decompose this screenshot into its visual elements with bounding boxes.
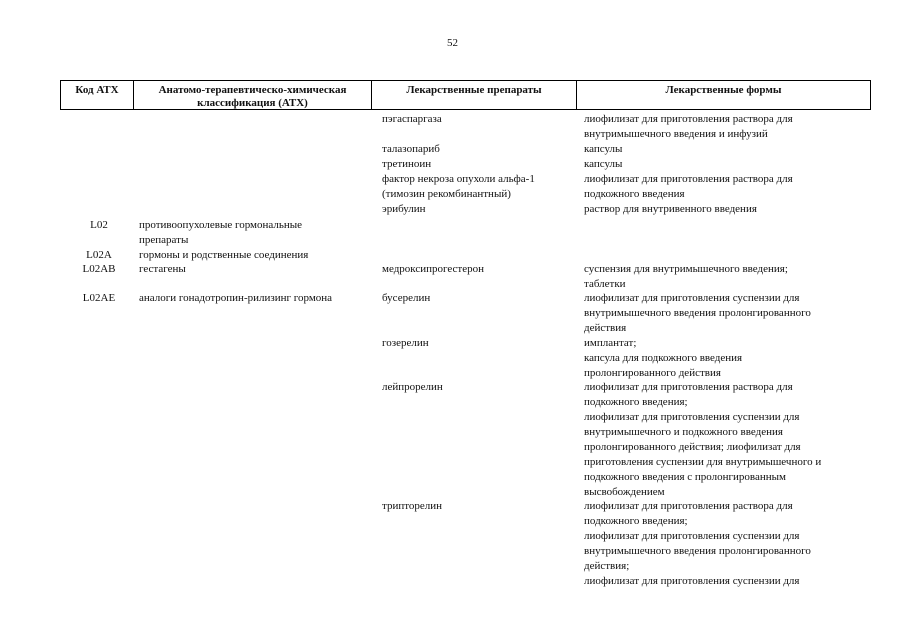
cell-form xyxy=(584,336,874,381)
cell-drug xyxy=(382,202,577,217)
cell-code xyxy=(73,262,125,277)
cell-form-line: внутримышечного введения пролонгированного xyxy=(584,307,811,319)
cell-form-line: лиофилизат для приготовления суспензии для xyxy=(584,411,800,423)
cell-classification xyxy=(139,218,374,248)
cell-drug xyxy=(382,336,577,351)
header-drugs: Лекарственные препараты xyxy=(372,81,577,109)
cell-form-line: высвобождением xyxy=(584,486,665,498)
cell-form-line: внутримышечного введения пролонгированного xyxy=(584,545,811,557)
cell-classification xyxy=(139,262,374,277)
cell-drug-line: (тимозин рекомбинантный) xyxy=(382,188,511,200)
cell-drug xyxy=(382,142,577,157)
cell-drug xyxy=(382,157,577,172)
cell-classification xyxy=(139,248,374,263)
cell-form xyxy=(584,499,874,589)
cell-form-line: лиофилизат для приготовления раствора для xyxy=(584,500,793,512)
header-classification: Анатомо-терапевтическо-химическая классификация (АТХ) xyxy=(134,81,372,109)
cell-form-line: лиофилизат для приготовления раствора для xyxy=(584,113,793,125)
cell-form-line: подкожного введения xyxy=(584,188,685,200)
cell-drug-line: третиноин xyxy=(382,158,432,170)
cell-form-line: лиофилизат для приготовления суспензии для xyxy=(584,530,800,542)
cell-form xyxy=(584,112,874,142)
cell-drug-line: пэгаспаргаза xyxy=(382,113,442,125)
cell-form-line: капсулы xyxy=(584,158,623,170)
cell-classification-line: гормоны и родственные соединения xyxy=(139,249,309,261)
cell-form xyxy=(584,291,874,336)
cell-drug xyxy=(382,291,577,306)
cell-code xyxy=(73,248,125,263)
cell-form xyxy=(584,202,874,217)
cell-form xyxy=(584,380,874,500)
cell-form-line: имплантат; xyxy=(584,337,637,349)
cell-form-line: пролонгированного действия; лиофилизат для xyxy=(584,441,801,453)
cell-form-line: лиофилизат для приготовления раствора для xyxy=(584,381,793,393)
cell-drug-line: бусерелин xyxy=(382,292,431,304)
cell-form-line: внутримышечного введения и инфузий xyxy=(584,128,768,140)
cell-form-line: капсула для подкожного введения xyxy=(584,352,743,364)
cell-drug-line: талазопариб xyxy=(382,143,440,155)
cell-classification-line: аналоги гонадотропин-рилизинг гормона xyxy=(139,292,333,304)
cell-form-line: приготовления суспензии для внутримышечного и xyxy=(584,456,822,468)
cell-form-line: подкожного введения с пролонгированным xyxy=(584,471,786,483)
table-header xyxy=(60,80,871,110)
cell-form-line: таблетки xyxy=(584,278,626,290)
cell-form xyxy=(584,262,874,292)
cell-form-line: капсулы xyxy=(584,143,623,155)
header-forms: Лекарственные формы xyxy=(665,84,782,96)
cell-code-line: L02AE xyxy=(82,292,116,304)
cell-form-line: лиофилизат для приготовления раствора для xyxy=(584,173,793,185)
cell-drug-line: трипторелин xyxy=(382,500,443,512)
cell-form-line: раствор для внутривенного введения xyxy=(584,203,757,215)
cell-form-line: лиофилизат для приготовления суспензии для xyxy=(584,575,800,587)
cell-form-line: действия xyxy=(584,322,627,334)
cell-classification-line: препараты xyxy=(139,234,189,246)
cell-drug-line: фактор некроза опухоли альфа-1 xyxy=(382,173,535,185)
cell-classification xyxy=(139,291,374,306)
cell-drug-line: лейпрорелин xyxy=(382,381,443,393)
cell-drug-line: эрибулин xyxy=(382,203,426,215)
cell-form-line: суспензия для внутримышечного введения; xyxy=(584,263,788,275)
cell-drug-line: медроксипрогестерон xyxy=(382,263,485,275)
cell-form-line: пролонгированного действия xyxy=(584,367,721,379)
cell-code-line: L02AB xyxy=(82,263,116,275)
cell-form-line: лиофилизат для приготовления суспензии для xyxy=(584,292,800,304)
cell-form-line: подкожного введения; xyxy=(584,396,688,408)
cell-drug xyxy=(382,262,577,277)
cell-classification-line: гестагены xyxy=(139,263,186,275)
cell-drug xyxy=(382,172,577,202)
cell-drug xyxy=(382,112,577,127)
cell-form xyxy=(584,172,874,202)
cell-form xyxy=(584,157,874,172)
cell-form-line: подкожного введения; xyxy=(584,515,688,527)
header-code: Код АТХ xyxy=(61,81,134,109)
cell-code xyxy=(73,218,125,233)
cell-form xyxy=(584,142,874,157)
cell-code-line: L02 xyxy=(90,219,108,231)
cell-form-line: внутримышечного и подкожного введения xyxy=(584,426,783,438)
cell-code-line: L02A xyxy=(86,249,112,261)
cell-form-line: действия; xyxy=(584,560,630,572)
cell-drug xyxy=(382,380,577,395)
cell-drug xyxy=(382,499,577,514)
page-number: 52 xyxy=(447,37,458,49)
cell-drug-line: гозерелин xyxy=(382,337,429,349)
cell-classification-line: противоопухолевые гормональные xyxy=(139,219,303,231)
cell-code xyxy=(73,291,125,306)
